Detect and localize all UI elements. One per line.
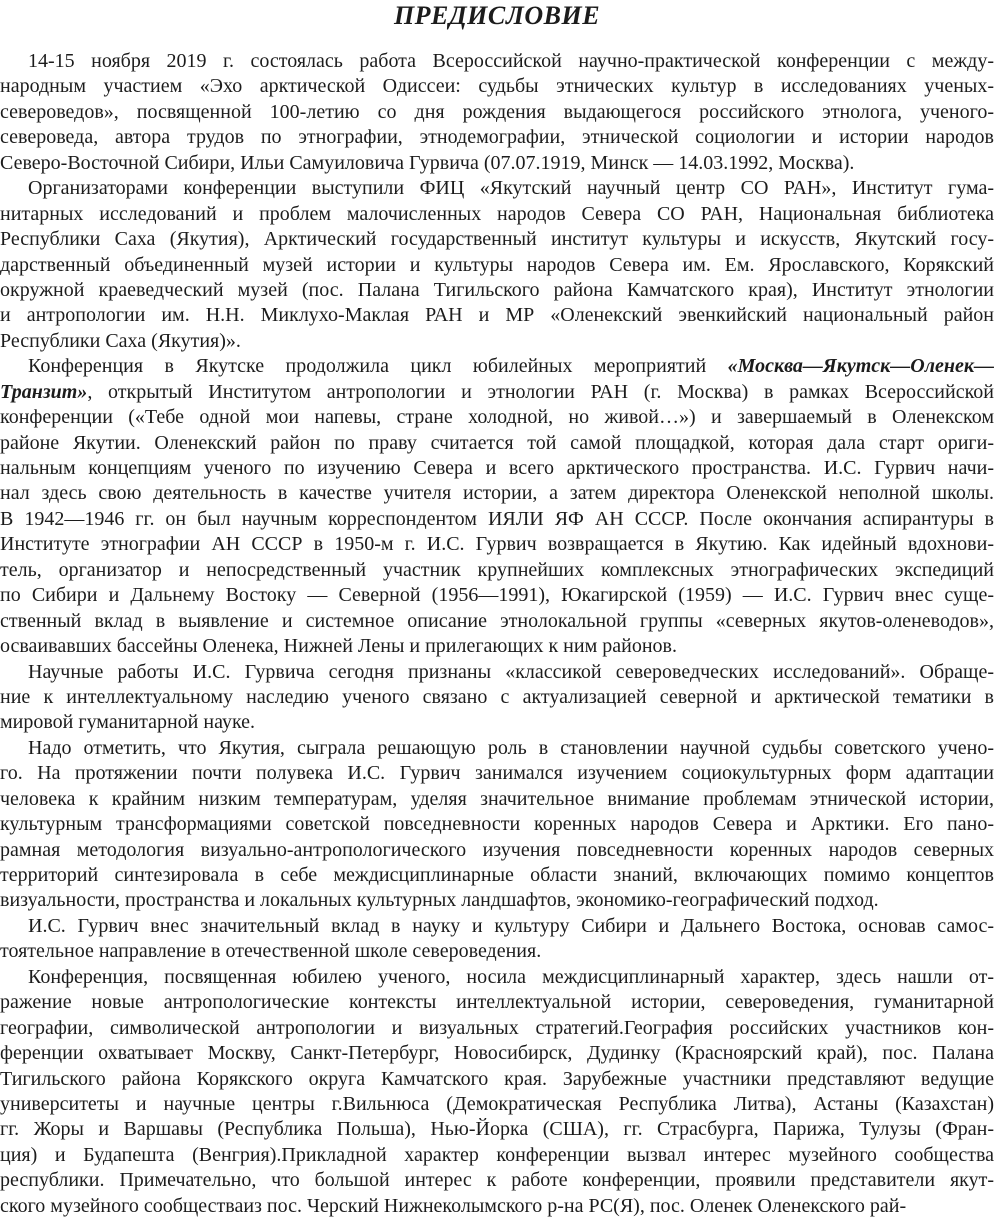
text-line — [0, 176, 994, 201]
text-run: районе Якутии. Оленекский район по праву считается той самой площадкой, которая дала старт ориги- — [0, 431, 994, 454]
text-run: Конференция в Якутске продолжила цикл юбилейных мероприятий — [28, 355, 728, 378]
text-line — [0, 1067, 994, 1092]
text-line — [0, 431, 994, 456]
text-line — [0, 100, 994, 125]
text-line — [0, 151, 994, 176]
text-line — [0, 914, 994, 939]
paragraph-3 — [0, 354, 994, 659]
text-run: , открытый Институтом антропологии и этнологии РАН (г. Москва) в рамках Всероссийской — [87, 380, 994, 403]
text-line — [0, 125, 994, 150]
text-line — [0, 660, 994, 685]
text-run: человека к крайним низким температурам, уделяя значительное внимание проблемам этнической истории, — [0, 787, 994, 810]
text-line — [0, 990, 994, 1015]
paragraph-1 — [0, 49, 994, 176]
paragraph-7 — [0, 965, 994, 1219]
text-run: нитарных исследований и проблем малочисленных народов Севера СО РАН, Национальная библиотека — [0, 202, 994, 225]
paragraph-5 — [0, 736, 994, 914]
text-run: ция) и Будапешта (Венгрия).Прикладной характер конференции вызвал интерес музейного сообщества — [0, 1143, 994, 1166]
text-line — [0, 863, 994, 888]
text-line — [0, 202, 994, 227]
text-run: Республики Саха (Якутия)». — [0, 329, 241, 352]
text-run: географии, символической антропологии и визуальных стратегий.География российских участников кон- — [0, 1016, 994, 1039]
text-line — [0, 380, 994, 405]
text-line — [0, 532, 994, 557]
text-line — [0, 507, 994, 532]
text-run: ференции охватывает Москву, Санкт-Петербург, Новосибирск, Дудинку (Красноярский край), пос. Палана — [0, 1042, 994, 1065]
paragraph-6 — [0, 914, 994, 965]
text-run: ственный вклад в выявление и системное описание этнолокальной группы «северных якутов-оленеводов», — [0, 609, 994, 632]
paragraph-2 — [0, 176, 994, 354]
text-run: по Сибири и Дальнему Востоку — Северной (1956—1991), Юкагирской (1959) — И.С. Гурвич внес суще- — [0, 584, 994, 607]
text-run: окружной краеведческий музей (пос. Палана Тигильского района Камчатского края), Институт этнологии — [0, 278, 994, 301]
text-line — [0, 278, 994, 303]
text-line — [0, 1168, 994, 1193]
document-body — [0, 49, 994, 1219]
text-line — [0, 812, 994, 837]
text-line — [0, 253, 994, 278]
text-run: нальным концепциям ученого по изучению Севера и всего арктического пространства. И.С. Гурвич начи- — [0, 457, 994, 479]
text-run: тоятельное направление в отечественной школе североведения. — [0, 940, 542, 963]
text-line — [0, 838, 994, 863]
text-run: Научные работы И.С. Гурвича сегодня признаны «классикой североведческих исследований». Обраще- — [28, 660, 994, 683]
text-run: ражение новые антропологические контексты интеллектуальной истории, североведения, гуманитарной — [0, 991, 994, 1014]
text-run: рамная методология визуально-антропологического изучения повседневности коренных народов северных — [0, 838, 994, 861]
text-line — [0, 405, 994, 430]
text-run: дарственный объединенный музей истории и культуры народов Севера им. Ем. Ярославского, Корякский — [0, 253, 994, 276]
text-line — [0, 329, 994, 354]
text-line — [0, 481, 994, 506]
text-run: гг. Жоры и Варшавы (Республика Польша), Нью-Йорка (США), гг. Страсбурга, Парижа, Тулузы (Фран- — [0, 1118, 994, 1141]
text-run: культурным трансформациями советской повседневности коренных народов Севера и Арктики. Его пано- — [0, 813, 994, 836]
text-line — [0, 1016, 994, 1041]
text-run: конференции («Тебе одной мои напевы, стране холодной, но живой…») и завершаемый в Оленекском — [0, 406, 994, 429]
text-run: тель, организатор и непосредственный участник крупнейших комплексных этнографических экспедиций — [0, 558, 994, 581]
text-run: университеты и научные центры г.Вильнюса (Демократическая Республика Литва), Астаны (Казахстан) — [0, 1092, 994, 1115]
text-line — [0, 939, 994, 964]
text-line — [0, 787, 994, 812]
text-line — [0, 761, 994, 786]
emphasis-bold-italic: Транзит» — [0, 380, 88, 403]
text-run: североведов», посвященной 100-летию со дня рождения выдающегося российского этнолога, ученого- — [0, 100, 994, 123]
text-line — [0, 736, 994, 761]
text-line — [0, 685, 994, 710]
text-run: 14-15 ноября 2019 г. состоялась работа Всероссийской научно-практической конференции с между- — [28, 50, 994, 72]
text-run: В 1942—1946 гг. он был научным корреспондентом ИЯЛИ ЯФ АН СССР. После окончания аспирантуры в — [0, 507, 994, 530]
text-run: И.С. Гурвич внес значительный вклад в науку и культуру Сибири и Дальнего Востока, основав самос- — [28, 914, 994, 937]
text-run: го. На протяжении почти полувека И.С. Гурвич занимался изучением социокультурных форм адаптации — [0, 762, 994, 785]
text-line — [0, 49, 994, 74]
text-line — [0, 1092, 994, 1117]
text-run: Тигильского района Корякского округа Камчатского края. Зарубежные участники представляют ведущие — [0, 1067, 994, 1090]
text-line — [0, 74, 994, 99]
text-line — [0, 456, 994, 481]
text-run: Организаторами конференции выступили ФИЦ «Якутский научный центр СО РАН», Институт гума- — [28, 177, 994, 200]
text-line — [0, 888, 994, 913]
text-run: народным участием «Эхо арктической Одиссеи: судьбы этнических культур в исследованиях ученых- — [0, 75, 994, 98]
text-run: республики. Примечательно, что большой интерес к работе конференции, проявили представители якут- — [0, 1169, 994, 1192]
text-run: Конференция, посвященная юбилею ученого, носила междисциплинарный характер, здесь нашли от- — [28, 965, 994, 988]
text-line — [0, 1041, 994, 1066]
text-line — [0, 1194, 994, 1219]
emphasis-bold-italic: «Москва—Якутск—Оленек— — [727, 355, 994, 378]
text-run: и антропологии им. Н.Н. Миклухо-Маклая РАН и МР «Оленекский эвенкийский национальный район — [0, 304, 994, 327]
text-run: североведа, автора трудов по этнографии, этнодемографии, этнической социологии и истории народов — [0, 126, 994, 149]
text-line — [0, 227, 994, 252]
text-run: Институте этнографии АН СССР в 1950-м г. И.С. Гурвич возвращается в Якутию. Как идейный вдохнови- — [0, 533, 994, 556]
text-run: Республики Саха (Якутия), Арктический государственный институт культуры и искусств, Якутский госу- — [0, 228, 994, 251]
text-line — [0, 1117, 994, 1142]
text-line — [0, 558, 994, 583]
text-run: мировой гуманитарной науке. — [0, 711, 256, 734]
text-line — [0, 1143, 994, 1168]
paragraph-4 — [0, 660, 994, 736]
text-run: осваивавших бассейны Оленека, Нижней Лены и прилегающих к ним районов. — [0, 635, 677, 658]
text-line — [0, 583, 994, 608]
text-line — [0, 965, 994, 990]
text-run: ского музейного сообществаиз пос. Черский Нижнеколымского р-на РС(Я), пос. Оленек Оленекского рай- — [0, 1194, 907, 1217]
text-run: ние к интеллектуальному наследию ученого связано с актуализацией северной и арктической тематики в — [0, 685, 994, 708]
text-line — [0, 710, 994, 735]
text-run: Надо отметить, что Якутия, сыграла решающую роль в становлении научной судьбы советского учено- — [28, 736, 994, 759]
text-line — [0, 634, 994, 659]
text-line — [0, 354, 994, 379]
text-run: территорий синтезировала в себе междисциплинарные области знаний, включающих помимо концептов — [0, 864, 994, 886]
page-title: ПРЕДИСЛОВИЕ — [393, 1, 601, 30]
text-line — [0, 303, 994, 328]
text-run: Северо-Восточной Сибири, Ильи Самуиловича Гурвича (07.07.1919, Минск — 14.03.1992, Москва). — [0, 151, 855, 174]
text-run: визуальности, пространства и локальных культурных ландшафтов, экономико-географический подход. — [0, 889, 879, 912]
text-line — [0, 609, 994, 634]
text-run: нал здесь свою деятельность в качестве учителя истории, а затем директора Оленекской неполной школы. — [0, 482, 994, 505]
